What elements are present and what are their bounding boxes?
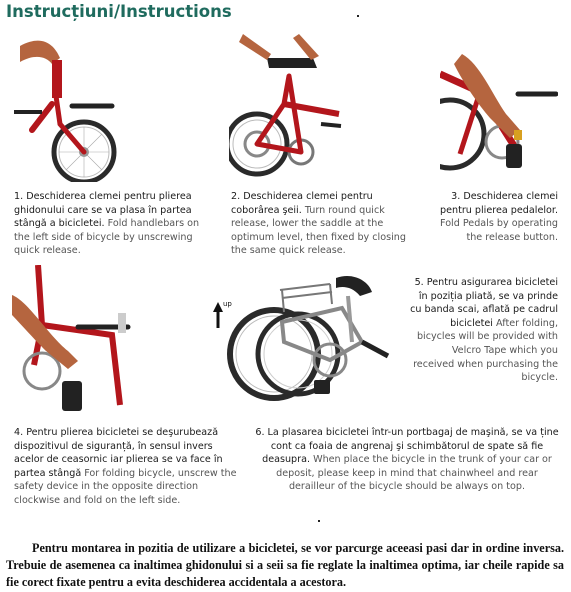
step-1-text-ro: 1. Deschiderea clemei pentru plierea ghidonului care se va plasa în partea stângă a bicicletei.: [14, 191, 192, 230]
step-6-caption: [252, 426, 562, 494]
step-2-photo: [229, 34, 344, 182]
step-5-text-en: After folding, bicycles will be provided with Velcro Tape which you received when purchasing the bicycle.: [413, 317, 558, 384]
step-3-caption: [428, 190, 558, 244]
step-1-photo: [12, 34, 132, 182]
step-4-caption: [14, 426, 242, 508]
step-2-text-en: Turn round quick release, lower the saddle at the optimum level, then fixed by closing the same quick release.: [231, 204, 406, 257]
step-4-text-ro: 4. Pentru plierea bicicletei se deşurubează dispozitivul de siguranță, în sensul invers acelor de ceasornic iar plierea se va face în partea stângă: [14, 427, 223, 479]
step-6-text-en: When place the bicycle in the trunk of your car or deposit, please keep in mind that chainwheel and rear derailleur of the bicycle should be always on top.: [276, 454, 552, 493]
footer-note: Pentru montarea in pozitia de utilizare a bicicletei, se vor parcurge aceeasi pasi dar in ordine inversa. Trebuie de asemenea ca inaltimea ghidonului si a seii sa fie reglate la inaltimea optima, iar cheile rapide sa fie corect fixate pentru a evita deschiderea accidentala a acestora.: [6, 541, 564, 589]
step-5-text-ro: 5. Pentru asigurarea bicicletei în poziția pliată, se va prinde cu banda scai, aflată pe cadrul bicicletei: [410, 277, 558, 329]
decorative-dot: [357, 15, 359, 17]
step-6-text-ro: 6. La plasarea bicicletei într-un portbagaj de maşină, se va ține cont ca foaia de angrenaj şi schimbătorul de spate să fie deasupra.: [255, 427, 559, 466]
page-title: Instrucțiuni/Instructions: [6, 2, 232, 21]
step-5-caption: [410, 276, 558, 385]
step-3-photo: [440, 34, 558, 182]
up-arrow-label: up: [223, 300, 232, 308]
step-3-text-en: Fold Pedals by operating the release button.: [440, 218, 558, 243]
step-2-caption: [231, 190, 421, 258]
step-4-photo: [12, 265, 137, 415]
decorative-dot: [318, 520, 320, 522]
step-3-text-ro: 3. Deschiderea clemei pentru plierea pedalelor.: [440, 191, 558, 216]
step-1-caption: [14, 190, 214, 258]
step-4-text-en: For folding bicycle, unscrew the safety device in the opposite direction clockwise and fold on the left side.: [14, 467, 237, 506]
step-5-photo: [212, 272, 412, 402]
step-1-text-en: Fold handlebars on the left side of bicycle by unscrewing quick release.: [14, 218, 200, 257]
step-2-text-ro: 2. Deschiderea clemei pentru coborârea şeii.: [231, 191, 373, 216]
